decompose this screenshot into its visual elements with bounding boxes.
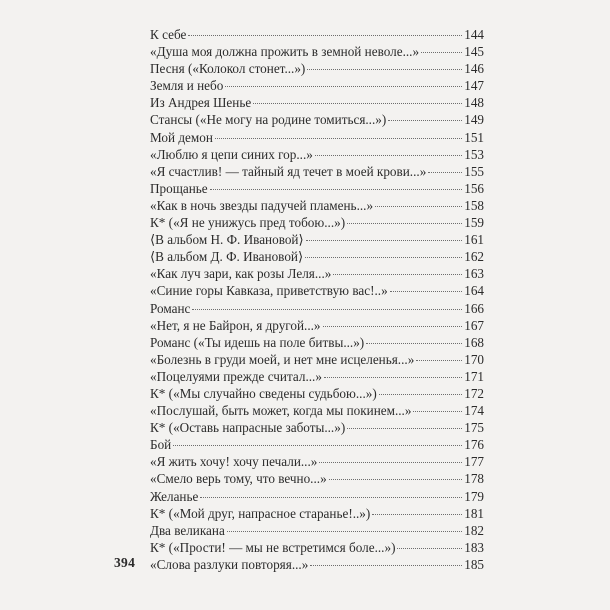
toc-entry-title: К* («Мы случайно сведены судьбою...») [150,385,377,401]
toc-entry-page: 181 [464,505,484,521]
dot-leader [315,155,462,156]
dot-leader [227,531,462,532]
toc-entry-page: 163 [464,266,484,282]
toc-entry [150,419,484,436]
toc-entry-page: 172 [464,385,484,401]
toc-entry-title: Прощанье [150,180,208,196]
toc-entry [150,94,484,111]
toc-entry [150,265,484,282]
toc-entry-title: «Слова разлуки повторяя...» [150,556,309,572]
toc-entry [150,197,484,214]
toc-entry-title: К* («Оставь напрасные заботы...») [150,420,346,436]
toc-entry-title: «Душа моя должна прожить в земной неволе...» [150,44,420,60]
toc-entry [150,282,484,299]
toc-entry-title: «Люблю я цепи синих гор...» [150,146,313,162]
table-of-contents [150,26,484,573]
dot-leader [347,428,462,429]
toc-entry-title: «Нет, я не Байрон, я другой...» [150,317,321,333]
toc-entry-page: 155 [464,163,484,179]
toc-entry-page: 153 [464,146,484,162]
toc-entry-title: Бой [150,437,172,453]
toc-entry-title: К* («Я не унижусь пред тобою...») [150,215,346,231]
dot-leader [319,462,462,463]
toc-entry [150,556,484,573]
toc-entry [150,163,484,180]
dot-leader [306,240,463,241]
dot-leader [310,565,462,566]
toc-entry-page: 176 [464,437,484,453]
toc-entry-page: 146 [464,61,484,77]
toc-entry [150,180,484,197]
toc-entry-title: «Синие горы Кавказа, приветствую вас!..» [150,283,388,299]
toc-entry-title: ⟨В альбом Д. Ф. Ивановой⟩ [150,249,304,265]
toc-entry-title: Желанье [150,488,199,504]
toc-entry-page: 167 [464,317,484,333]
toc-entry [150,300,484,317]
toc-entry [150,368,484,385]
toc-entry [150,26,484,43]
toc-entry-page: 178 [464,471,484,487]
toc-entry [150,129,484,146]
toc-entry [150,334,484,351]
dot-leader [323,326,463,327]
toc-entry-page: 182 [464,522,484,538]
toc-entry [150,231,484,248]
toc-entry-page: 158 [464,197,484,213]
toc-entry-title: Стансы («Не могу на родине томиться...») [150,112,387,128]
toc-entry-page: 147 [464,78,484,94]
toc-entry [150,505,484,522]
toc-entry-title: «Послушай, быть может, когда мы покинем...» [150,403,412,419]
dot-leader [173,445,462,446]
dot-leader [372,514,462,515]
toc-entry [150,539,484,556]
toc-entry-page: 159 [464,215,484,231]
dot-leader [329,479,463,480]
dot-leader [428,172,462,173]
toc-entry [150,317,484,334]
dot-leader [379,394,462,395]
toc-entry-page: 148 [464,95,484,111]
dot-leader [375,206,462,207]
toc-entry [150,248,484,265]
toc-entry-page: 161 [464,232,484,248]
toc-entry [150,77,484,94]
toc-entry-title: ⟨В альбом Н. Ф. Ивановой⟩ [150,232,304,248]
toc-entry [150,522,484,539]
page-number: 394 [114,555,136,570]
dot-leader [366,343,462,344]
toc-entry-page: 179 [464,488,484,504]
toc-entry-page: 151 [464,129,484,145]
toc-entry-title: «Я счастлив! — тайный яд течет в моей крови...» [150,163,427,179]
toc-entry-page: 162 [464,249,484,265]
toc-entry-page: 183 [464,539,484,555]
toc-entry-title: «Я жить хочу! хочу печали...» [150,454,318,470]
toc-entry-page: 174 [464,403,484,419]
toc-entry-title: «Болезнь в груди моей, и нет мне исцеленья...» [150,351,415,367]
toc-entry-page: 144 [464,27,484,42]
dot-leader [333,274,462,275]
dot-leader [388,120,462,121]
toc-entry [150,111,484,128]
toc-entry [150,436,484,453]
toc-entry-page: 145 [464,44,484,60]
dot-leader [416,360,462,361]
toc-entry-page: 175 [464,420,484,436]
toc-entry-page: 166 [464,300,484,316]
toc-entry-title: К себе [150,27,187,42]
toc-entry-title: Земля и небо [150,78,224,94]
toc-entry-title: «Поцелуями прежде считал...» [150,368,322,384]
toc-entry-title: «Как в ночь звезды падучей пламень...» [150,197,374,213]
dot-leader [215,138,462,139]
toc-entry [150,43,484,60]
toc-entry-title: Из Андрея Шенье [150,95,252,111]
dot-leader [192,309,462,310]
toc-entry-page: 185 [464,556,484,572]
toc-entry [150,470,484,487]
toc-entry-title: Романс [150,300,191,316]
toc-entry-title: «Смело верь тому, что вечно...» [150,471,327,487]
dot-leader [347,223,462,224]
dot-leader [413,411,462,412]
toc-entry [150,402,484,419]
toc-entry-title: Два великана [150,522,225,538]
dot-leader [305,257,462,258]
dot-leader [307,69,462,70]
dot-leader [421,52,462,53]
dot-leader [200,497,462,498]
toc-entry [150,453,484,470]
toc-entry-page: 170 [464,351,484,367]
toc-entry-title: «Как луч зари, как розы Леля...» [150,266,332,282]
toc-entry-page: 164 [464,283,484,299]
toc-entry-page: 168 [464,334,484,350]
toc-entry [150,488,484,505]
dot-leader [210,189,463,190]
toc-entry-title: К* («Мой друг, напрасное старанье!..») [150,505,371,521]
toc-entry [150,60,484,77]
toc-entry [150,214,484,231]
dot-leader [397,548,462,549]
toc-entry-title: Песня («Колокол стонет...») [150,61,306,77]
toc-entry-title: К* («Прости! — мы не встретимся боле...») [150,539,396,555]
toc-entry-page: 171 [464,368,484,384]
toc-entry-title: Мой демон [150,129,213,145]
dot-leader [390,291,463,292]
dot-leader [324,377,462,378]
toc-entry-page: 156 [464,180,484,196]
toc-entry-page: 177 [464,454,484,470]
dot-leader [225,86,462,87]
toc-entry-title: Романс («Ты идешь на поле битвы...») [150,334,365,350]
dot-leader [188,35,462,36]
toc-entry [150,146,484,163]
dot-leader [253,103,462,104]
toc-entry [150,385,484,402]
toc-entry-page: 149 [464,112,484,128]
toc-entry [150,351,484,368]
